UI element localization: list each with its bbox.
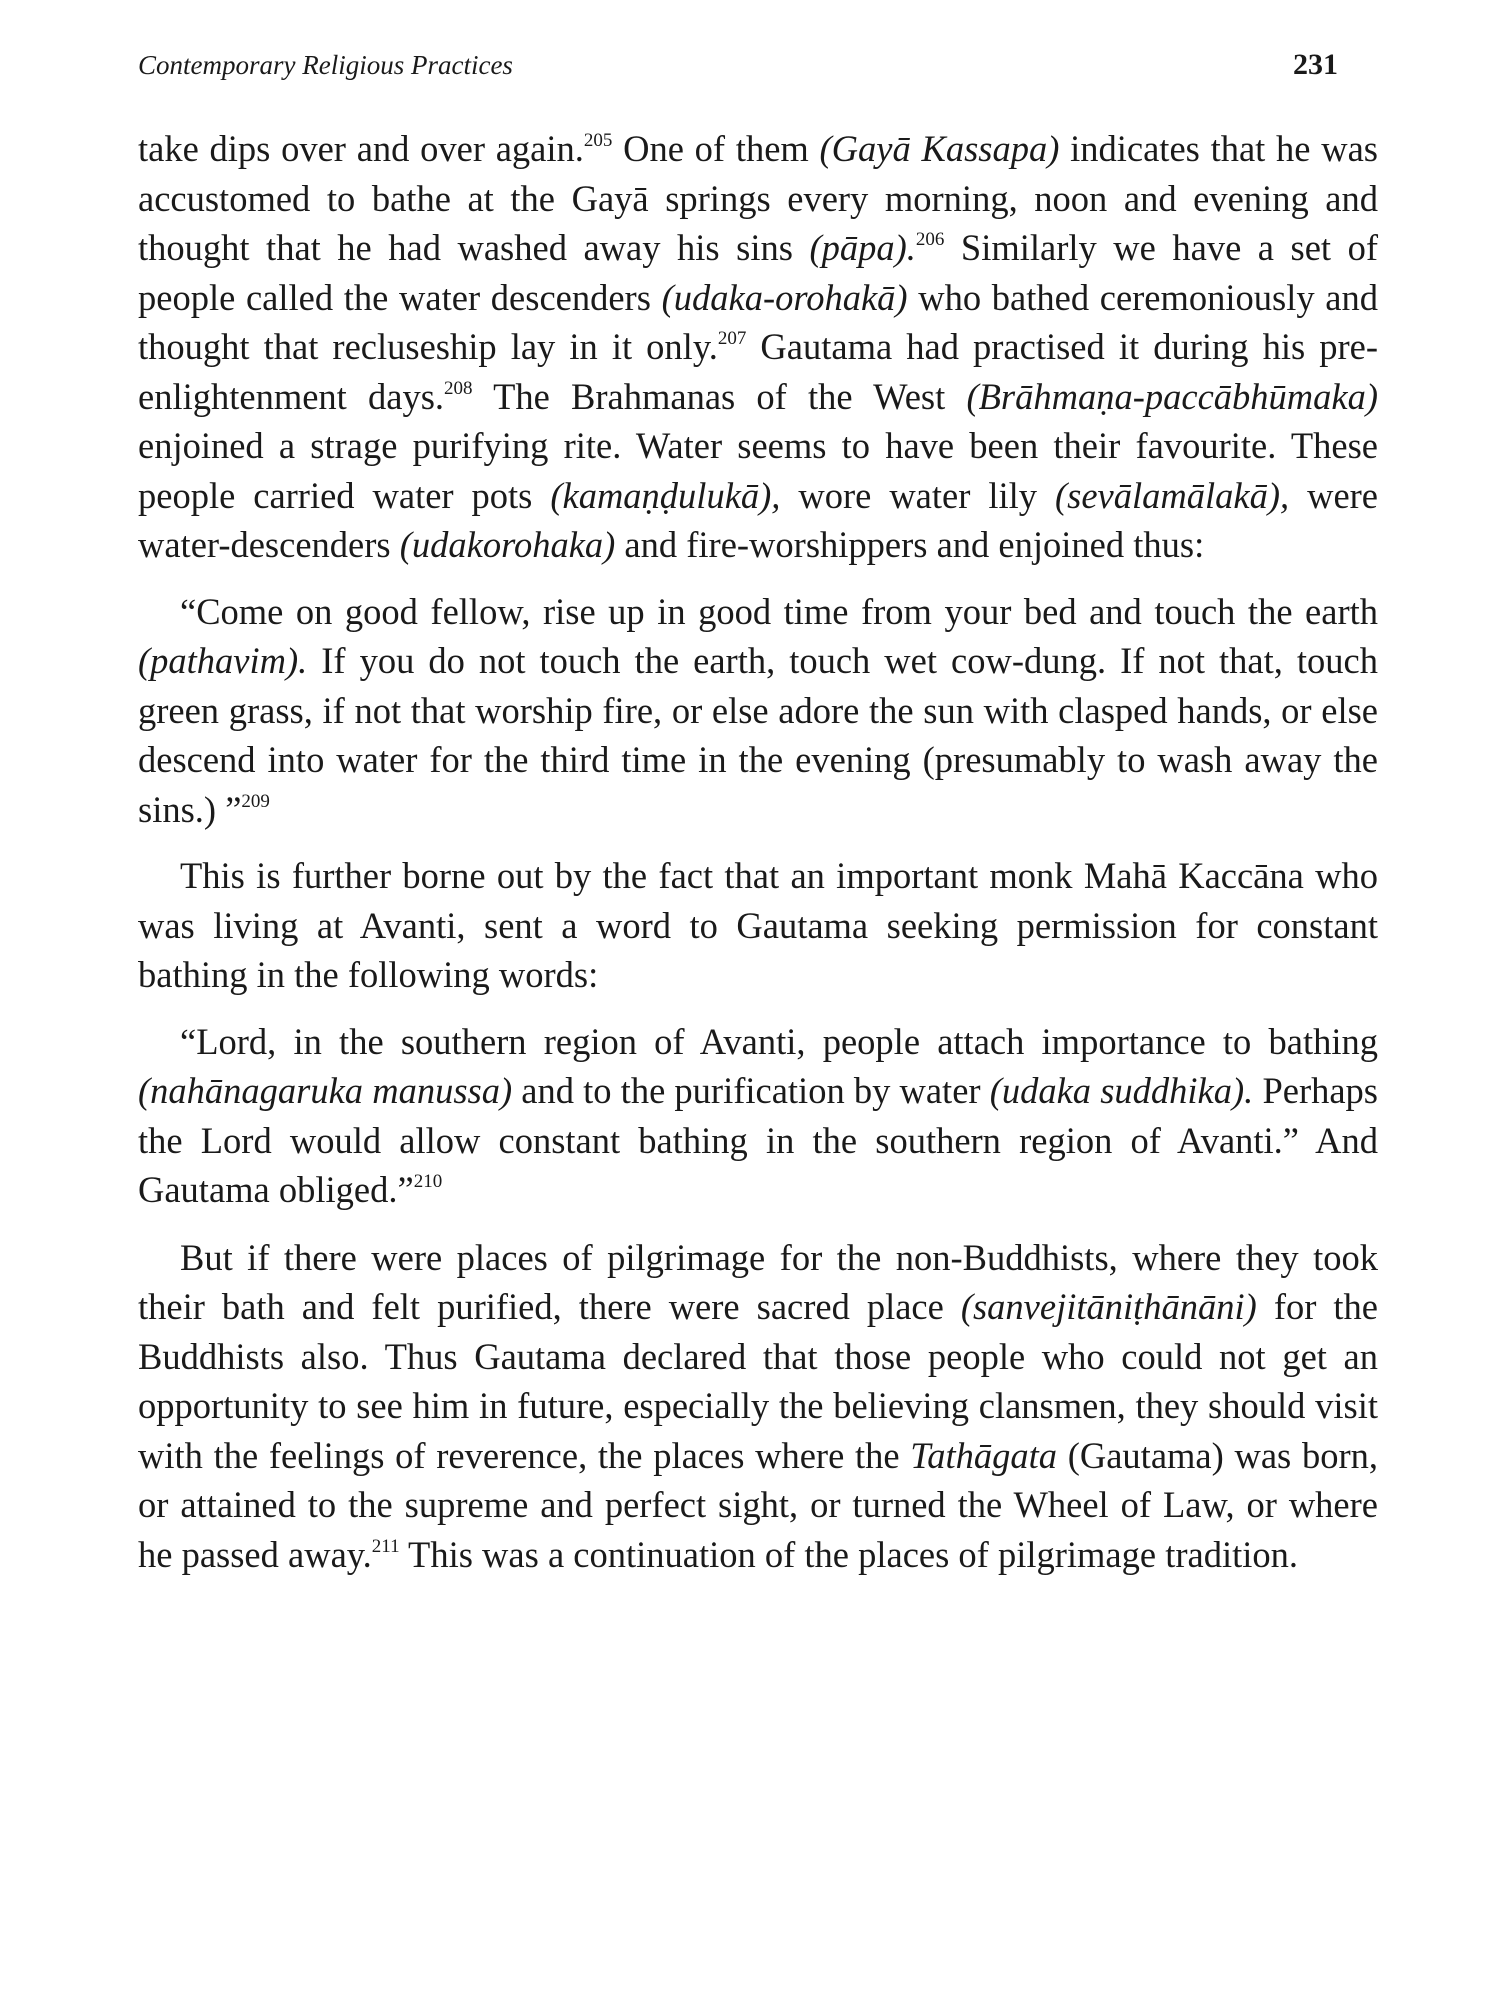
footnote-ref: 210 <box>413 1171 443 1192</box>
footnote-ref: 206 <box>915 229 945 250</box>
paragraph-1: take dips over and over again.$^{205}$ One of them (Gayā Kassapa) indicates that he was accustomed to bathe at the Gayā springs every morning, noon and evening and thought that he had washed away his sins (pāpa).$^{206}$ Similarly we have a set of people called the water descenders (udaka-orohakā) who bathed ceremoniously and thought that recluseship lay in it only.$^{207}$ Gautama had practised it during his pre-enlightenment days.$^{208}$ The Brahmanas of the West (Brāhmaṇa-paccābhūmaka) enjoined a strage purifying rite. Water seems to have been their favourite. These people carried water pots (kamaṇḍulukā), wore water lily (sevālamālakā), were water-descenders (udakorohaka) and fire-worshippers and enjoined thus: <box>138 128 1379 565</box>
footnote-ref: 211 <box>371 1535 400 1557</box>
running-title: Contemporary Religious Practices <box>138 50 513 80</box>
page-number: 231 <box>1293 48 1338 81</box>
footnote-ref: 207 <box>717 328 747 349</box>
footnote-ref: 209 <box>241 790 270 812</box>
paragraph-3: But if there were places of pilgrimage for the non-Buddhists, where they took their bath and felt purified, there were sacred place (sanvejitāniṭhānāni) for the Buddhists also. Thus Gautama declared that those people who could not get an opportunity to see him in future, especially the believing clansmen, they should visit with the feelings of reverence, the places where the Tathāgata (Gautama) was born, or attained to the supreme and perfect sight, or turned the Wheel of Law, or where he passed away.$^{211}$ This was a continuation of the places of pilgrimage tradition. <box>138 1236 1379 1575</box>
running-head <box>138 48 1338 82</box>
footnote-ref: 208 <box>444 377 473 399</box>
footnote-ref: 205 <box>583 130 613 151</box>
quote-2: “Lord, in the southern region of Avanti, people attach importance to bathing (nahānagaruka manussa) and to the purification by water (udaka suddhika). Perhaps the Lord would allow constant bathing in the southern region of Avanti.” And Gautama obliged.”$^{210}$ <box>138 1020 1379 1210</box>
quote-1: “Come on good fellow, rise up in good time from your bed and touch the earth (pathavim). If you do not touch the earth, touch wet cow-dung. If not that, touch green grass, if not that worship fire, or else adore the sun with clasped hands, or else descend into water for the third time in the evening (presumably to wash away the sins.) ”$^{209}$ <box>138 590 1378 830</box>
body-text <box>138 124 1378 1579</box>
paragraph-2: This is further borne out by the fact that an important monk Mahā Kaccāna who was living at Avanti, sent a word to Gautama seeking permission for constant bathing in the following words: <box>138 855 1378 995</box>
